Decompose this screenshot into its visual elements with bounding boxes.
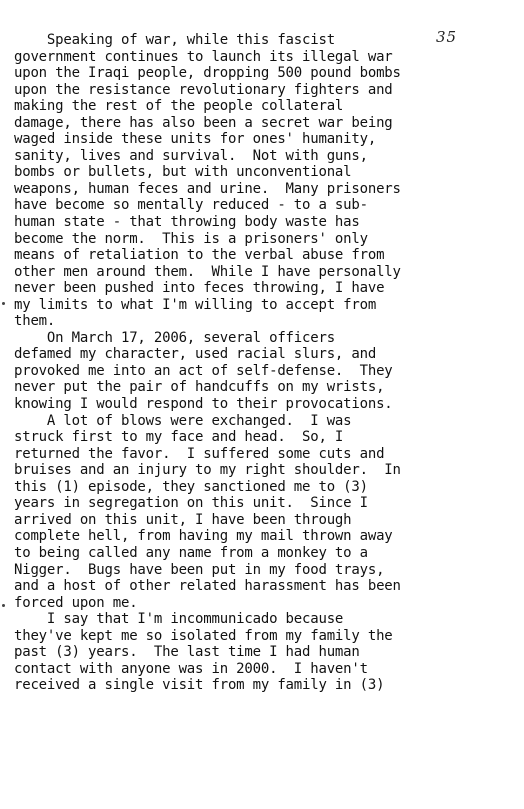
text-line: bombs or bullets, but with unconventional bbox=[14, 164, 352, 181]
text-line: Speaking of war, while this fascist bbox=[14, 32, 335, 48]
text-line: never been pushed into feces throwing, I have bbox=[14, 280, 385, 297]
text-line: received a single visit from my family in (3) bbox=[14, 677, 385, 694]
text-line: my limits to what I'm willing to accept from bbox=[14, 296, 377, 313]
text-line: defamed my character, used racial slurs, and bbox=[14, 346, 377, 363]
text-line: weapons, human feces and urine. Many prisoners bbox=[14, 180, 401, 197]
text-line: making the rest of the people collateral bbox=[14, 98, 344, 115]
text-line: waged inside these units for ones' humanity, bbox=[14, 131, 377, 148]
margin-mark bbox=[2, 604, 5, 607]
text-line: past (3) years. The last time I had human bbox=[14, 644, 360, 661]
text-line: upon the resistance revolutionary fighters and bbox=[14, 81, 393, 98]
text-line: arrived on this unit, I have been through bbox=[14, 511, 352, 528]
text-line: provoked me into an act of self-defense. They bbox=[14, 362, 393, 379]
text-line: Nigger. Bugs have been put in my food trays, bbox=[14, 561, 385, 578]
text-line: knowing I would respond to their provocations. bbox=[14, 396, 393, 413]
text-line: I say that I'm incommunicado because bbox=[14, 611, 344, 628]
page-number: 35 bbox=[436, 28, 458, 46]
margin-mark bbox=[2, 302, 5, 305]
text-line: struck first to my face and head. So, I bbox=[14, 429, 344, 446]
text-line: means of retaliation to the verbal abuse from bbox=[14, 247, 385, 264]
text-line: bruises and an injury to my right shoulder. In bbox=[14, 462, 401, 479]
text-line: upon the Iraqi people, dropping 500 pound bombs bbox=[14, 65, 401, 82]
text-line: this (1) episode, they sanctioned me to (3) bbox=[14, 478, 368, 495]
text-line: and a host of other related harassment has been bbox=[14, 578, 401, 595]
text-line: them. bbox=[14, 313, 56, 330]
text-line: damage, there has also been a secret war being bbox=[14, 114, 393, 131]
text-line: they've kept me so isolated from my family the bbox=[14, 627, 393, 644]
body-text bbox=[14, 32, 514, 694]
text-line: complete hell, from having my mail thrown away bbox=[14, 528, 393, 545]
text-line: On March 17, 2006, several officers bbox=[14, 329, 335, 346]
text-line: returned the favor. I suffered some cuts and bbox=[14, 445, 385, 462]
text-line: have become so mentally reduced - to a sub- bbox=[14, 197, 368, 214]
text-line: contact with anyone was in 2000. I haven't bbox=[14, 660, 368, 677]
text-line: never put the pair of handcuffs on my wrists, bbox=[14, 379, 385, 396]
text-line: sanity, lives and survival. Not with guns, bbox=[14, 147, 368, 164]
text-line: A lot of blows were exchanged. I was bbox=[14, 412, 352, 429]
text-line: years in segregation on this unit. Since I bbox=[14, 495, 368, 512]
text-line: to being called any name from a monkey to a bbox=[14, 544, 368, 561]
text-line: government continues to launch its illegal war bbox=[14, 48, 393, 65]
text-line: forced upon me. bbox=[14, 594, 138, 611]
text-line: other men around them. While I have personally bbox=[14, 263, 401, 280]
text-line: become the norm. This is a prisoners' only bbox=[14, 230, 368, 247]
text-line: human state - that throwing body waste has bbox=[14, 214, 360, 231]
